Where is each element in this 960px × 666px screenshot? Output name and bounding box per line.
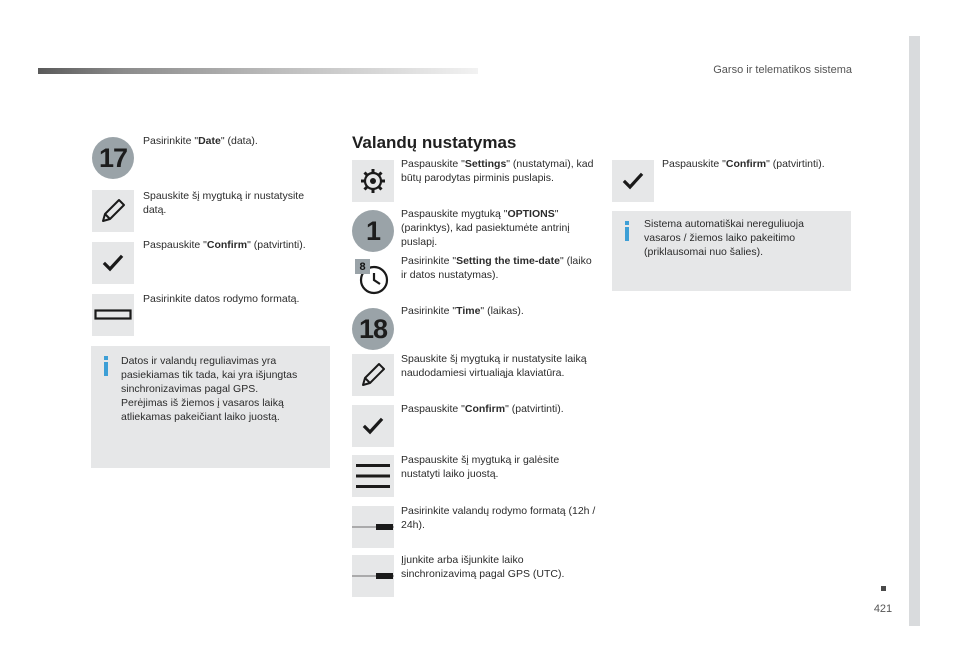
left-item-set-date: Spauskite šį mygtuką ir nustatysite datą. [143, 190, 305, 216]
step-badge-17: 17 [92, 137, 134, 179]
left-item-date-format: Pasirinkite datos rodymo formatą. [143, 293, 300, 305]
gear-icon [359, 167, 387, 195]
list-menu-icon [355, 461, 391, 491]
info-text-left: Datos ir valandų reguliavimas yra pasiekiamas tik tada, kai yra išjungtas sinchronizavimas pagal GPS. Perėjimas iš žiemos į vasaros laiką atliekamas pakeičiant laiko juostą. [121, 355, 298, 423]
side-strip [909, 36, 920, 626]
page-number: 421 [873, 603, 893, 615]
left-item-confirm: Paspauskite "Confirm" (patvirtinti). [143, 239, 306, 251]
mid-item-time-zone: Paspauskite šį mygtuką ir galėsite nustatyti laiko juostą. [401, 454, 560, 480]
step-badge-18: 18 [352, 308, 394, 350]
mid-item-hour-format: Pasirinkite valandų rodymo formatą (12h / 24h). [401, 505, 596, 531]
mid-item-time-date: Pasirinkite "Setting the time-date" (laiko ir datos nustatymas). [401, 255, 592, 281]
mid-item-time: Pasirinkite "Time" (laikas). [401, 305, 524, 317]
right-item-confirm: Paspauskite "Confirm" (patvirtinti). [662, 158, 825, 170]
page-marker [881, 586, 886, 591]
mid-item-settings: Paspauskite "Settings" (nustatymai), kad būtų parodytas pirminis puslapis. [401, 158, 594, 184]
gps-sync-toggle[interactable] [352, 555, 394, 597]
pencil-icon [98, 196, 128, 226]
mid-item-options: Paspauskite mygtuką "OPTIONS" (parinktys), kad pasiektumėte antrinį puslapį. [401, 208, 570, 248]
checkmark-icon [622, 170, 644, 192]
format-bar-icon [94, 308, 132, 322]
hour-format-toggle[interactable] [352, 506, 394, 548]
checkmark-icon [102, 252, 124, 274]
pencil-icon [358, 360, 388, 390]
mid-item-gps-sync: Įjunkite arba išjunkite laiko sinchronizavimą pagal GPS (UTC). [401, 554, 565, 580]
info-icon [101, 356, 111, 376]
confirm-button-mid[interactable] [352, 405, 394, 447]
mid-item-confirm: Paspauskite "Confirm" (patvirtinti). [401, 403, 564, 415]
toggle-switch-icon [352, 520, 394, 534]
edit-time-button[interactable] [352, 354, 394, 396]
edit-pencil-button[interactable] [92, 190, 134, 232]
confirm-button-right[interactable] [612, 160, 654, 202]
info-text-right: Sistema automatiškai nereguliuoja vasaros / žiemos laiko pakeitimo (priklausomai nuo šalies). [644, 218, 804, 258]
date-format-button[interactable] [92, 294, 134, 336]
confirm-button-left[interactable] [92, 242, 134, 284]
info-box-right [612, 211, 851, 291]
header-rule [38, 68, 478, 74]
mid-item-set-time: Spauskite šį mygtuką ir nustatysite laiką naudodamiesi virtualiąja klaviatūra. [401, 353, 587, 379]
header-title: Garso ir telematikos sistema [713, 64, 852, 76]
toggle-switch-icon [352, 569, 394, 583]
settings-button[interactable] [352, 160, 394, 202]
checkmark-icon [362, 415, 384, 437]
info-box-left [91, 346, 330, 468]
step-badge-8: 8 [355, 259, 370, 274]
info-icon [622, 221, 632, 241]
left-item-date: Pasirinkite "Date" (data). [143, 135, 258, 147]
section-title: Valandų nustatymas [352, 133, 517, 152]
time-zone-button[interactable] [352, 455, 394, 497]
step-badge-1: 1 [352, 210, 394, 252]
